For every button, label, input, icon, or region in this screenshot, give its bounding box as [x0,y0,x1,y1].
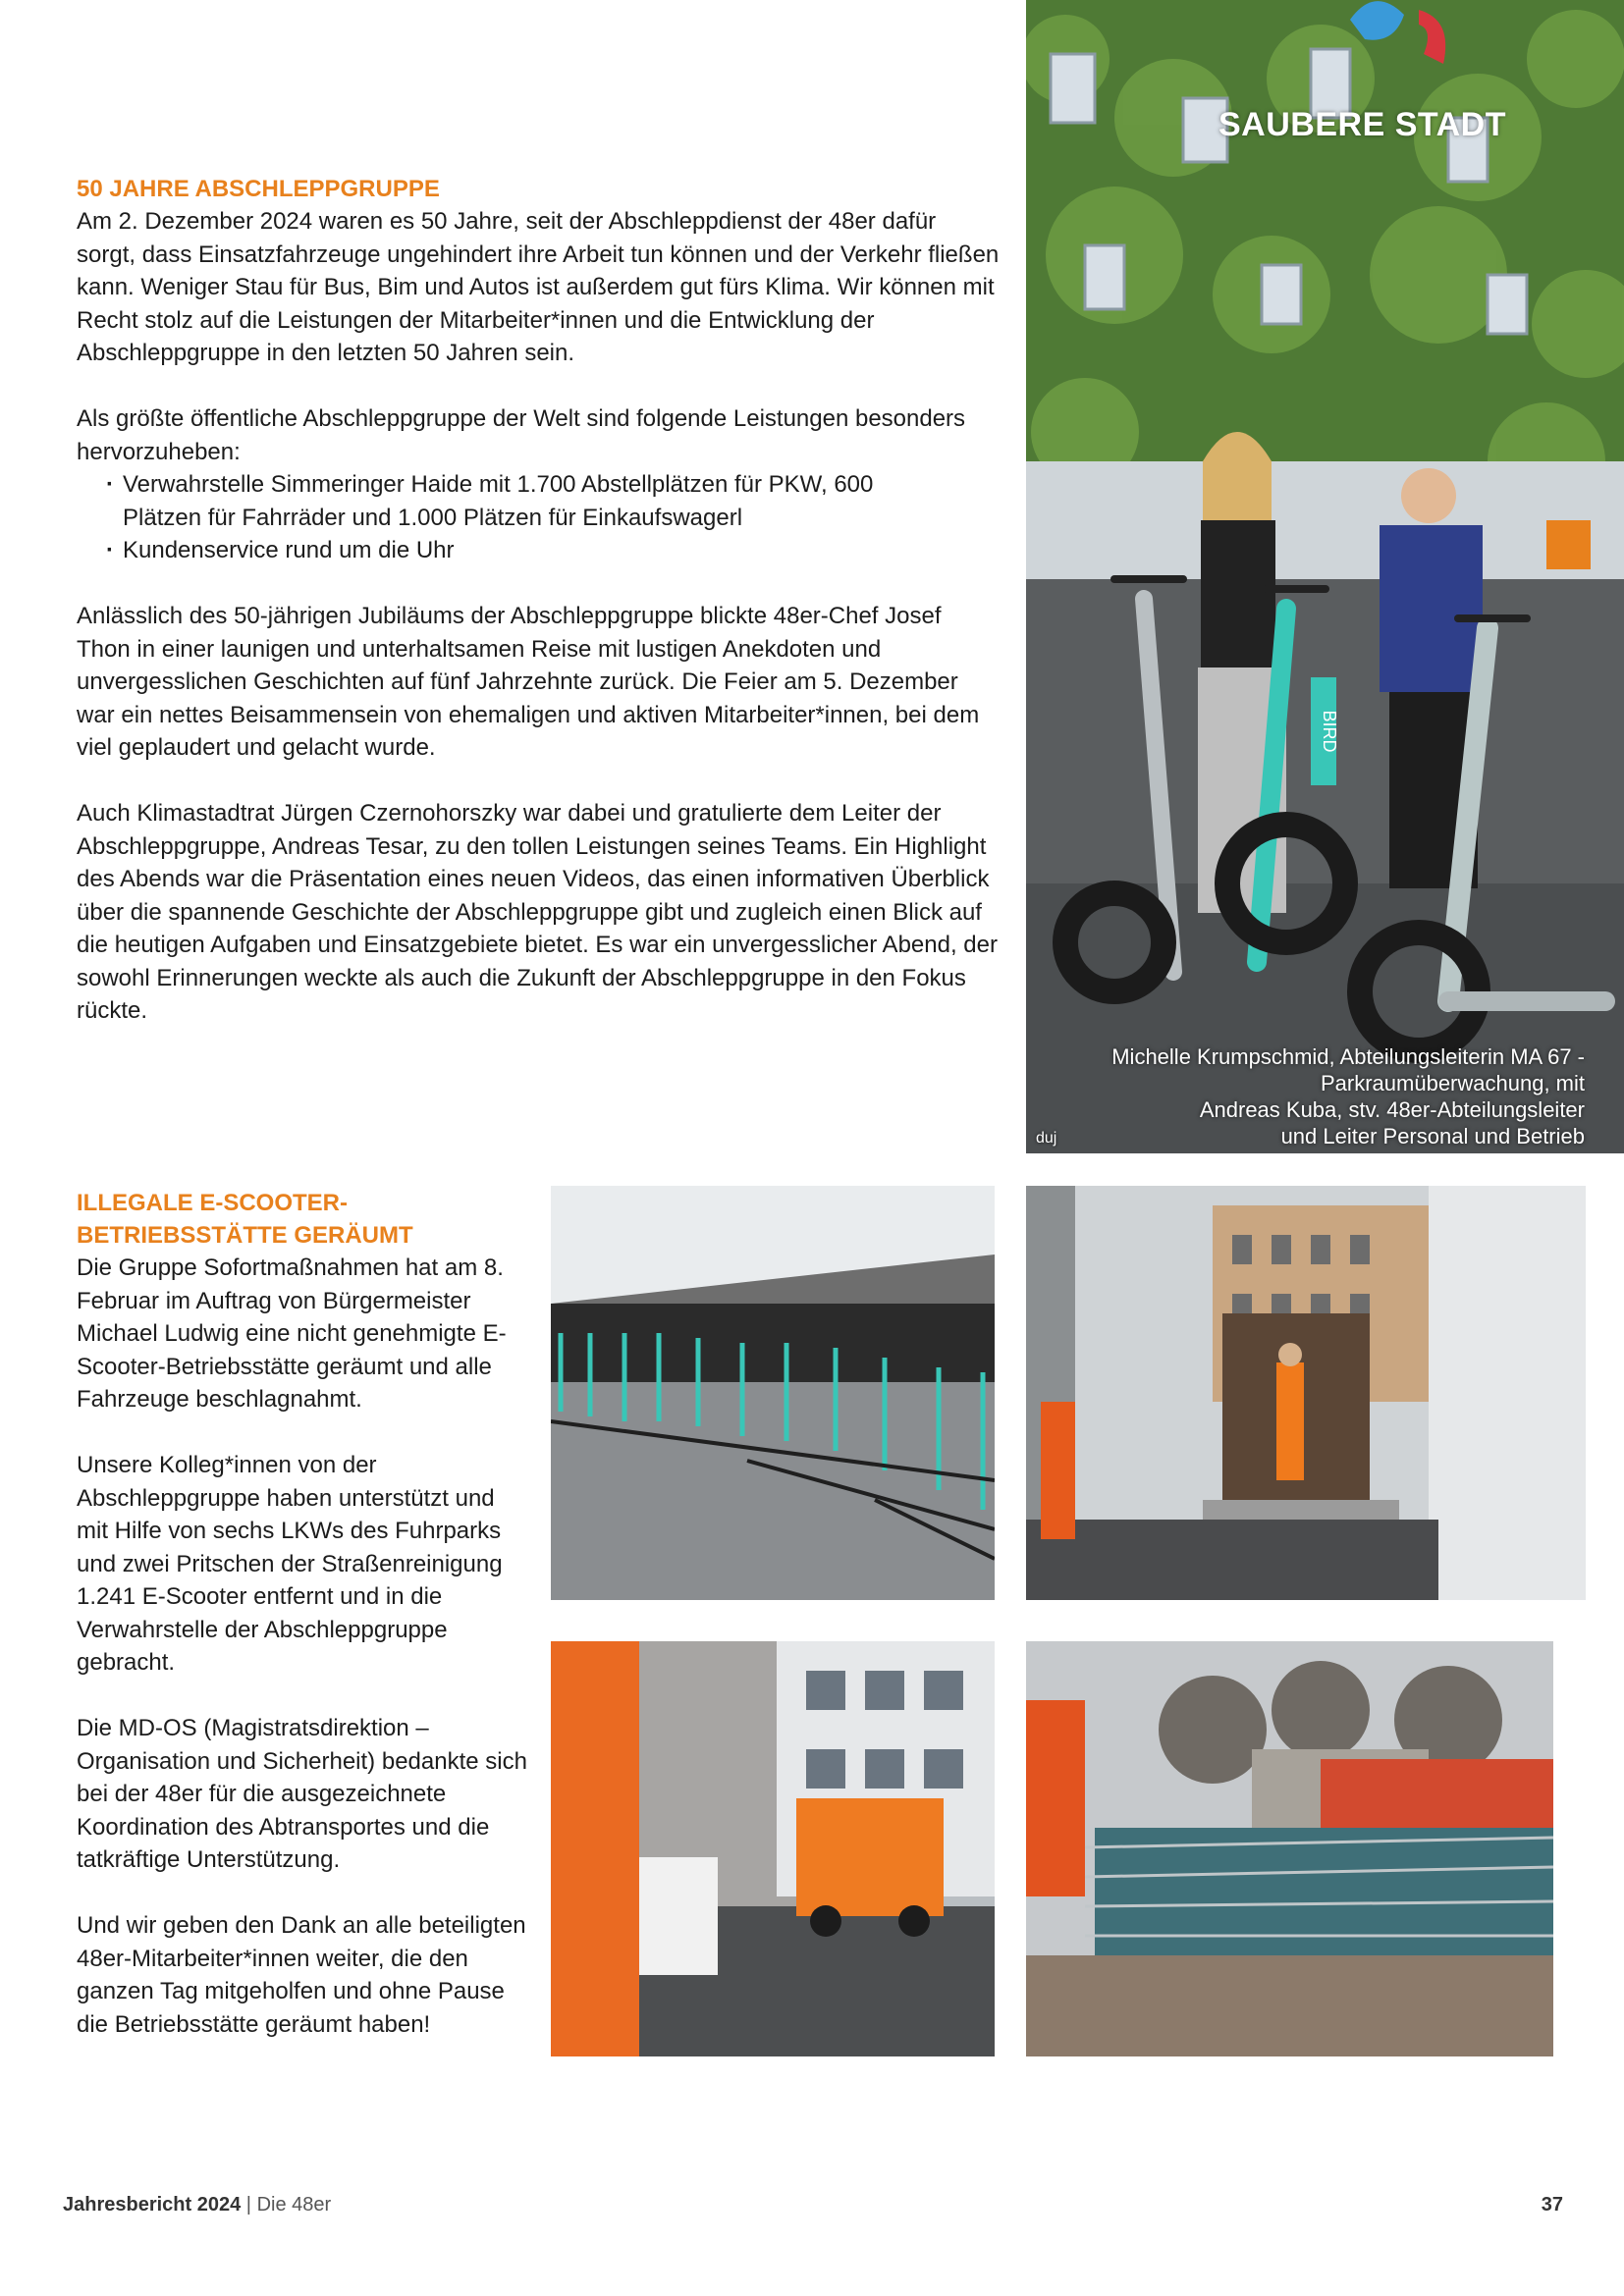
paragraph: Als größte öffentliche Abschleppgruppe der Welt sind folgende Leistungen besonders hervorzuheben: [77,405,966,465]
scooter-photo-illustration [1026,0,1624,1153]
photo-scooter-storage [1026,1641,1553,2056]
page-number: 37 [1541,2194,1563,2216]
report-title: Jahresbericht 2024 [63,2194,242,2216]
photo-street-trucks [551,1641,995,2056]
caption-line: Michelle Krumpschmid, Abteilungsleiterin MA 67 - [1111,1044,1585,1069]
paragraph: Anlässlich des 50-jährigen Jubiläums der Abschleppgruppe blickte 48er-Chef Josef Thon in einer launigen und unterhaltsamen Reise mit lustigen Anekdoten und unvergesslichen Geschichten auf fünf Jahrzehnte zurück. Die Feier am 5. Dezember war ein nettes Beisammensein von ehemaligen und aktiven Mitarbeiter*innen, bei dem viel geplaudert und gelacht wurde. [77,603,980,761]
paragraph: Die Gruppe Sofortmaßnahmen hat am 8. Februar im Auftrag von Bürgermeister Michael Ludwig eine nicht genehmigte E-Scooter-Betriebsstätte geräumt und alle Fahrzeuge beschlagnahmt. [77,1255,507,1413]
article-body [77,1252,528,2041]
article-heading: 50 JAHRE ABSCHLEPPGRUPPE [77,176,440,202]
article-escooter [77,1187,528,2074]
article-heading: ILLEGALE E-SCOOTER-BETRIEBSSTÄTTE GERÄUMT [77,1190,413,1249]
article-fifty-years [77,173,1000,1060]
paragraph: Auch Klimastadtrat Jürgen Czernohorszky war dabei und gratulierte dem Leiter der Abschleppgruppe, Andreas Tesar, zu den tollen Leistungen seines Teams. Ein Highlight des Abends war die Präsentation eines neuen Videos, das einen informativen Überblick über die spannende Geschichte der Abschleppgruppe gibt und zugleich einen Blick auf die heutigen Aufgaben und Einsatzgebiete bietet. Es war ein unvergesslicher Abend, der sowohl Erinnerungen weckte als auch die Zukunft der Abschleppgruppe in den Fokus rückte. [77,800,998,1024]
paragraph: Am 2. Dezember 2024 waren es 50 Jahre, seit der Abschleppdienst der 48er dafür sorgt, dass Einsatzfahrzeuge ungehindert ihre Arbeit tun können und der Verkehr fließen kann. Weniger Stau für Bus, Bim und Autos ist außerdem gut fürs Klima. Wir können mit Recht stolz auf die Leistungen der Mitarbeiter*innen und die Entwicklung der Abschleppgruppe in den letzten 50 Jahren sein. [77,208,1000,366]
page-footer [63,2194,331,2216]
scooter-label: BIRD [1320,710,1339,753]
bullet-list [77,468,950,567]
photo-scooter-depot [551,1186,995,1600]
footer-separator: | [245,2194,251,2216]
paragraph: Und wir geben den Dank an alle beteiligten 48er-Mitarbeiter*innen weiter, die den ganzen Tag mitgeholfen und ohne Pause die Betriebsstätte geräumt haben! [77,1912,526,2038]
hero-photo [1026,0,1624,1153]
photo-credit: duj [1036,1130,1057,1147]
caption-line: Parkraumüberwachung, mit [1320,1071,1585,1095]
article-body [77,205,1000,1028]
photo-caption [1111,1043,1585,1149]
list-item: · Verwahrstelle Simmeringer Haide mit 1.700 Abstellplätzen für PKW, 600 Plätzen für Fahrräder und 1.000 Plätzen für Einkaufswagerl [106,468,950,534]
caption-line: und Leiter Personal und Betrieb [1280,1124,1585,1148]
list-item: · Kundenservice rund um die Uhr [106,534,950,567]
paragraph: Die MD-OS (Magistratsdirektion – Organisation und Sicherheit) bedankte sich bei der 48er für die ausgezeichnete Koordination des Abtransportes und die tatkräftige Unterstützung. [77,1715,527,1873]
section-label: SAUBERE STADT [1218,106,1506,143]
org-name: Die 48er [256,2194,332,2216]
paragraph: Unsere Kolleg*innen von der Abschleppgruppe haben unterstützt und mit Hilfe von sechs LKWs des Fuhrparks und zwei Pritschen der Straßenreinigung 1.241 E-Scooter entfernt und in die Verwahrstelle der Abschleppgruppe gebracht. [77,1452,503,1676]
caption-line: Andreas Kuba, stv. 48er-Abteilungsleiter [1199,1097,1585,1122]
photo-truck-loading [1026,1186,1586,1600]
